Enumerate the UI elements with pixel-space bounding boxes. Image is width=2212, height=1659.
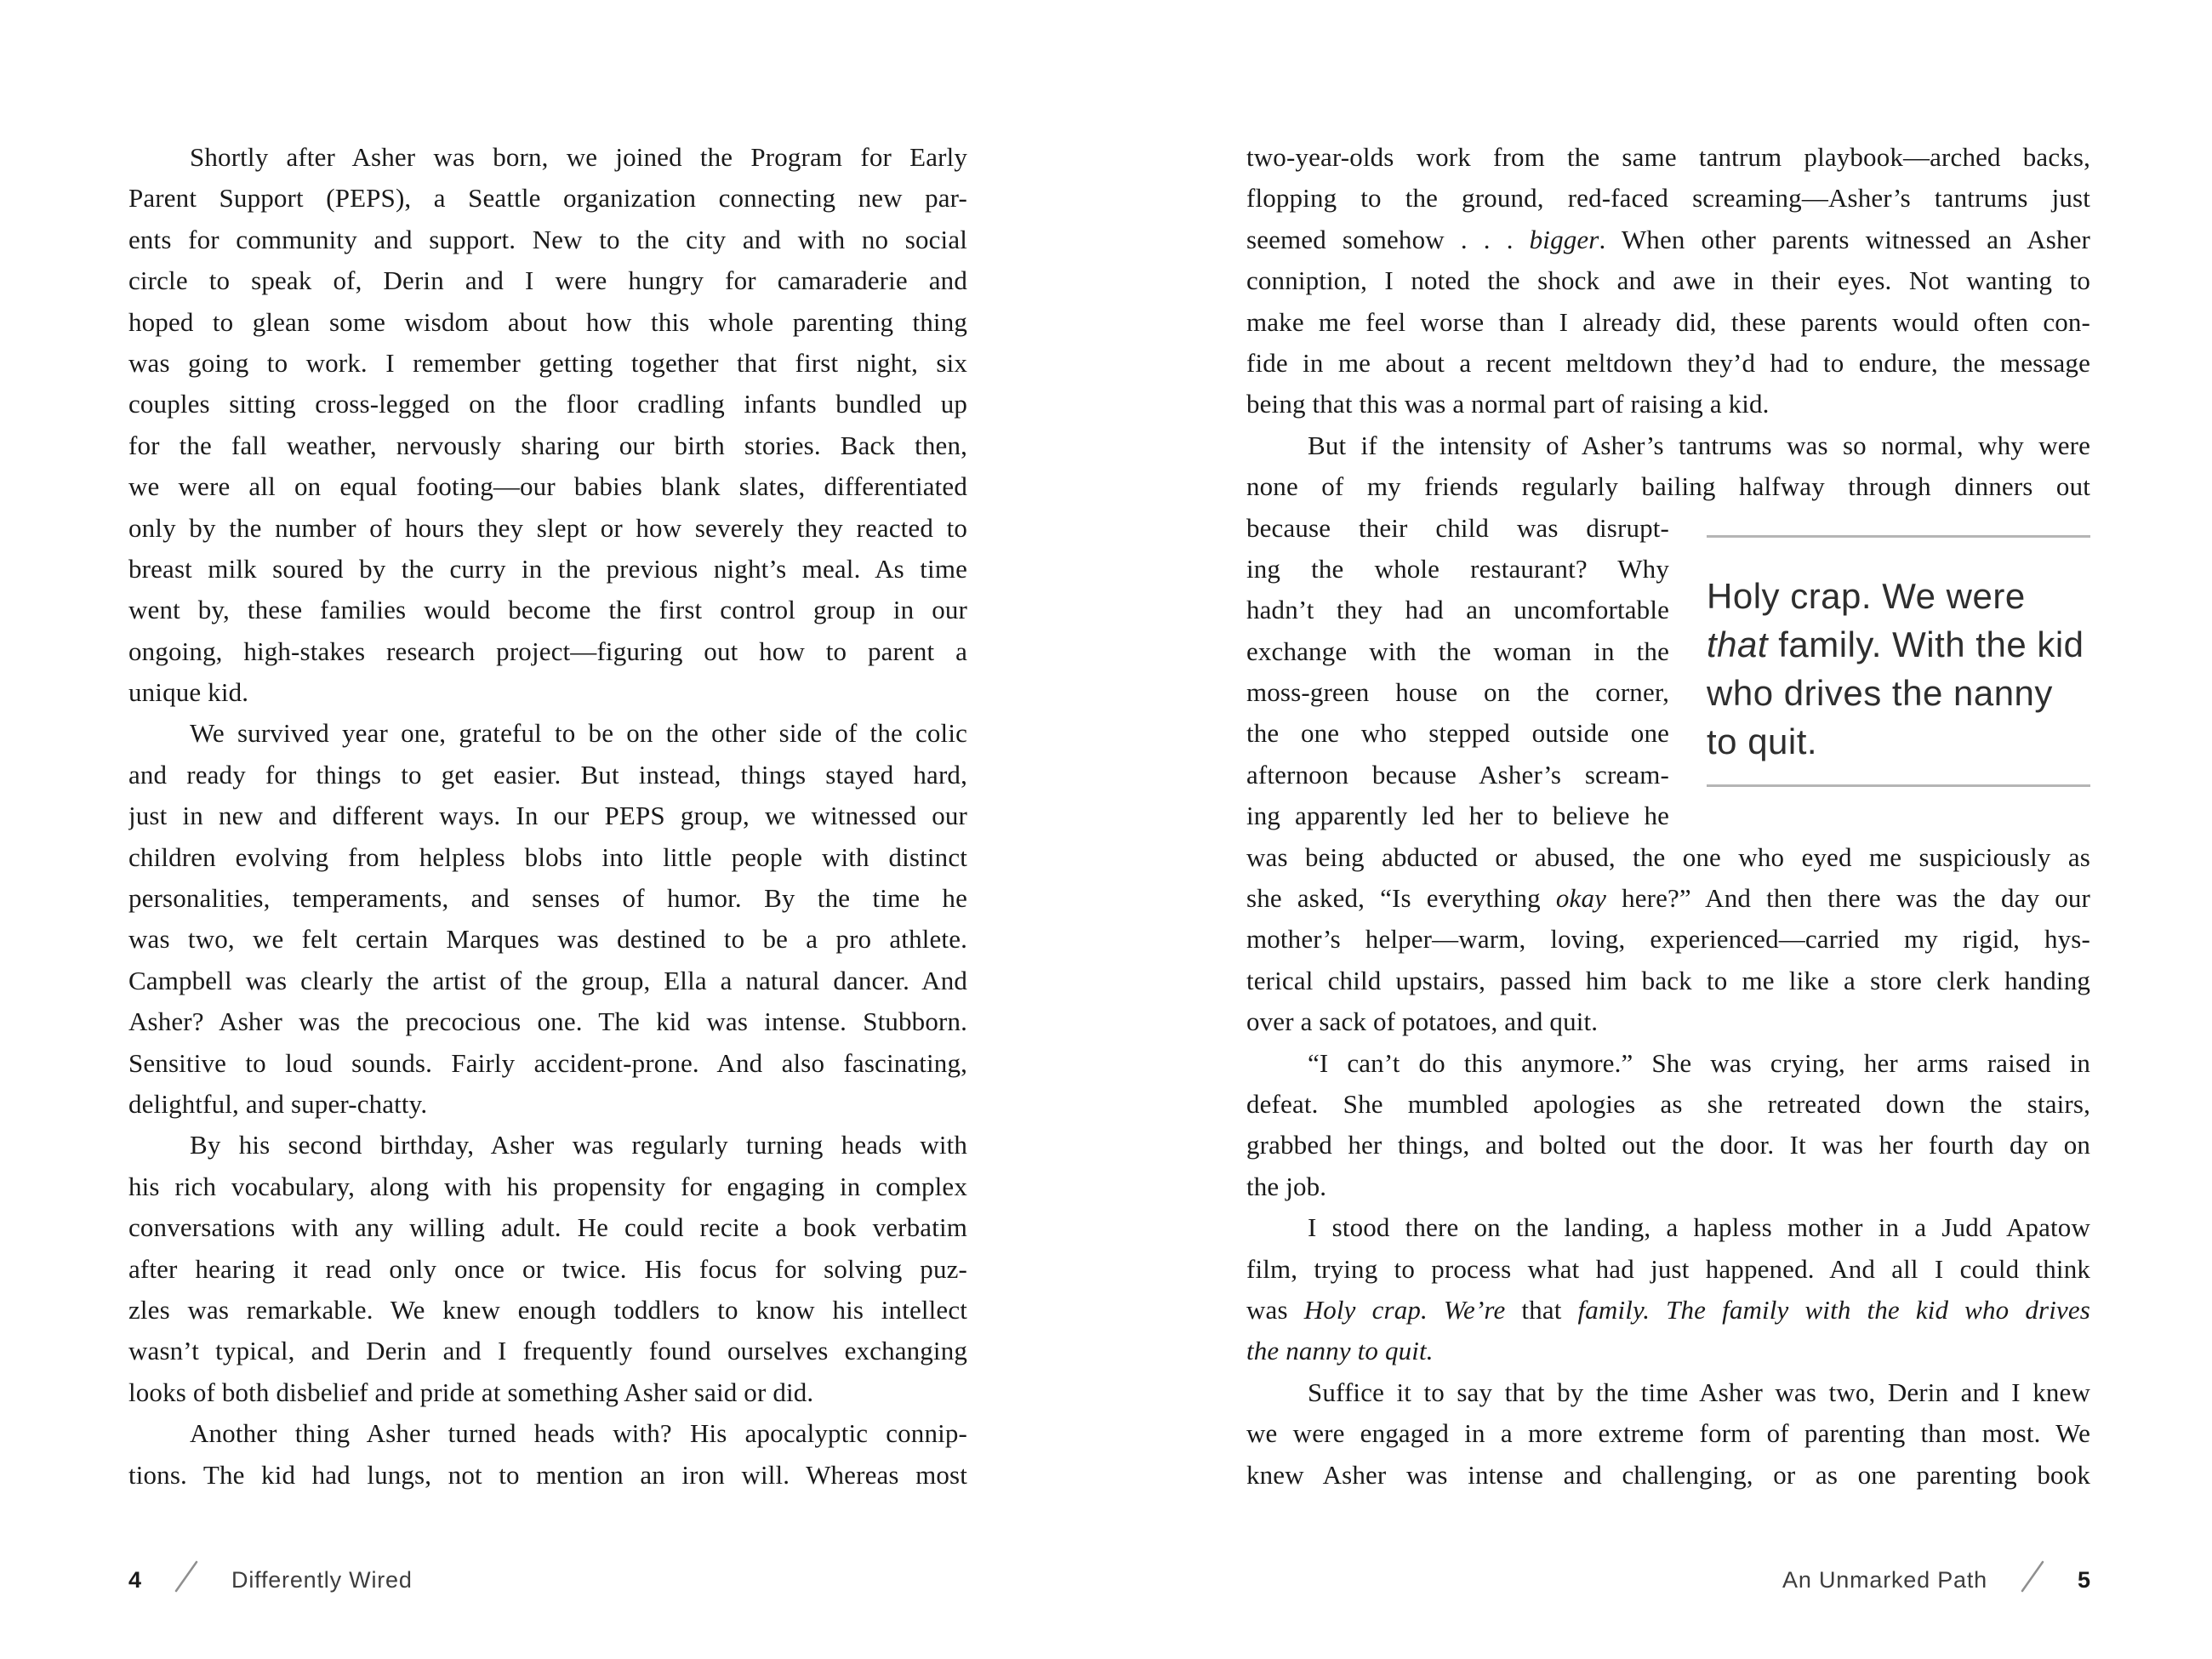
text-line: was Holy crap. We’re that family. The family with the kid who drives bbox=[1246, 1294, 2090, 1325]
page-right bbox=[1106, 0, 2212, 1659]
text-line: unique kid. bbox=[128, 677, 249, 708]
text-line: zles was remarkable. We knew enough toddlers to know his intellect bbox=[128, 1294, 967, 1325]
text-line: Parent Support (PEPS), a Seattle organization connecting new par- bbox=[128, 183, 967, 214]
text-line: afternoon because Asher’s scream- bbox=[1246, 759, 1669, 790]
pull-quote-line: Holy crap. We were bbox=[1707, 575, 2026, 616]
pull-quote-text bbox=[1707, 538, 2090, 784]
text-line: the job. bbox=[1246, 1171, 1327, 1201]
text-line: children evolving from helpless blobs into little people with distinct bbox=[128, 841, 967, 872]
text-line: flopping to the ground, red-faced screaming—Asher’s tantrums just bbox=[1246, 183, 2090, 214]
right-page-text-bottom bbox=[1246, 837, 2090, 1496]
text-line: being that this was a normal part of raising a kid. bbox=[1246, 389, 1770, 419]
slash-separator-icon bbox=[174, 1555, 199, 1593]
right-page-text-top bbox=[1246, 137, 2090, 508]
text-line: terical child upstairs, passed him back to me like a store clerk handing bbox=[1246, 965, 2090, 995]
text-line: seemed somehow . . . bigger. When other parents witnessed an Asher bbox=[1246, 224, 2090, 254]
text-line: circle to speak of, Derin and I were hungry for camaraderie and bbox=[128, 265, 967, 296]
text-line: just in new and different ways. In our PEPS group, we witnessed our bbox=[128, 801, 967, 831]
text-line: and ready for things to get easier. But instead, things stayed hard, bbox=[128, 759, 967, 790]
left-page-text bbox=[128, 137, 967, 1496]
text-line: Sensitive to loud sounds. Fairly accident-prone. And also fascinating, bbox=[128, 1047, 967, 1078]
text-line: his rich vocabulary, along with his propensity for engaging in complex bbox=[128, 1171, 967, 1201]
text-line: she asked, “Is everything okay here?” And then there was the day our bbox=[1246, 883, 2090, 914]
text-line: looks of both disbelief and pride at something Asher said or did. bbox=[128, 1377, 814, 1407]
text-line: the one who stepped outside one bbox=[1246, 718, 1669, 749]
text-line: Another thing Asher turned heads with? His apocalyptic connip- bbox=[190, 1418, 967, 1449]
right-page-text-narrow bbox=[1246, 508, 1669, 837]
text-line: hoped to glean some wisdom about how this whole parenting thing bbox=[128, 306, 967, 337]
text-line: tions. The kid had lungs, not to mention an iron will. Whereas most bbox=[128, 1459, 967, 1490]
text-line: we were engaged in a more extreme form of parenting than most. We bbox=[1246, 1418, 2090, 1449]
text-line: wasn’t typical, and Derin and I frequently found ourselves exchanging bbox=[128, 1336, 967, 1366]
text-line: none of my friends regularly bailing halfway through dinners out bbox=[1246, 471, 2090, 502]
text-line: mother’s helper—warm, loving, experienced—carried my rigid, hys- bbox=[1246, 924, 2090, 955]
text-line: We survived year one, grateful to be on the other side of the colic bbox=[190, 718, 967, 749]
text-line: make me feel worse than I already did, these parents would often con- bbox=[1246, 306, 2090, 337]
text-line: fide in me about a recent meltdown they’d had to endure, the message bbox=[1246, 347, 2090, 378]
text-line: Suffice it to say that by the time Asher was two, Derin and I knew bbox=[1308, 1377, 2090, 1407]
pull-quote bbox=[1707, 535, 2090, 787]
text-line: breast milk soured by the curry in the previous night’s meal. As time bbox=[128, 553, 967, 584]
pull-quote-line: that family. With the kid bbox=[1707, 624, 2084, 664]
text-line: knew Asher was intense and challenging, or as one parenting book bbox=[1246, 1459, 2090, 1490]
text-line: was two, we felt certain Marques was destined to be a pro athlete. bbox=[128, 924, 967, 955]
text-line: exchange with the woman in the bbox=[1246, 636, 1669, 666]
right-page-number: 5 bbox=[2077, 1567, 2090, 1593]
pull-quote-rule-bottom bbox=[1707, 784, 2090, 787]
text-line: couples sitting cross-legged on the floor cradling infants bundled up bbox=[128, 389, 967, 419]
pull-quote-line: who drives the nanny bbox=[1707, 672, 2053, 713]
text-line: ing apparently led her to believe he bbox=[1246, 801, 1669, 831]
book-title: Differently Wired bbox=[231, 1567, 413, 1593]
text-line: delightful, and super-chatty. bbox=[128, 1088, 428, 1119]
text-line: moss-green house on the corner, bbox=[1246, 677, 1669, 708]
pull-quote-line: to quit. bbox=[1707, 721, 1818, 761]
text-line: Asher? Asher was the precocious one. The kid was intense. Stubborn. bbox=[128, 1006, 967, 1037]
text-line: conversations with any willing adult. He could recite a book verbatim bbox=[128, 1212, 967, 1243]
left-page-number: 4 bbox=[128, 1567, 142, 1593]
text-line: personalities, temperaments, and senses of humor. By the time he bbox=[128, 883, 967, 914]
right-footer bbox=[1782, 1555, 2090, 1593]
text-line: defeat. She mumbled apologies as she retreated down the stairs, bbox=[1246, 1088, 2090, 1119]
text-line: ents for community and support. New to the city and with no social bbox=[128, 224, 967, 254]
text-line: because their child was disrupt- bbox=[1246, 512, 1669, 543]
text-line: grabbed her things, and bolted out the door. It was her fourth day on bbox=[1246, 1130, 2090, 1160]
text-line: conniption, I noted the shock and awe in their eyes. Not wanting to bbox=[1246, 265, 2090, 296]
text-line: ing the whole restaurant? Why bbox=[1246, 553, 1669, 584]
text-wrap-row bbox=[1246, 508, 2090, 837]
slash-separator-icon bbox=[2020, 1555, 2045, 1593]
text-line: ongoing, high-stakes research project—figuring out how to parent a bbox=[128, 636, 967, 666]
text-line: for the fall weather, nervously sharing our birth stories. Back then, bbox=[128, 430, 967, 460]
text-line: But if the intensity of Asher’s tantrums was so normal, why were bbox=[1308, 430, 2090, 460]
text-line: By his second birthday, Asher was regularly turning heads with bbox=[190, 1130, 967, 1160]
text-line: the nanny to quit. bbox=[1246, 1336, 1434, 1366]
text-line: hadn’t they had an uncomfortable bbox=[1246, 595, 1669, 625]
text-line: was going to work. I remember getting together that first night, six bbox=[128, 347, 967, 378]
text-line: went by, these families would become the first control group in our bbox=[128, 595, 967, 625]
text-line: over a sack of potatoes, and quit. bbox=[1246, 1006, 1599, 1037]
text-line: was being abducted or abused, the one who eyed me suspiciously as bbox=[1246, 841, 2090, 872]
chapter-title: An Unmarked Path bbox=[1782, 1567, 1987, 1593]
text-line: film, trying to process what had just happened. And all I could think bbox=[1246, 1253, 2090, 1284]
text-line: we were all on equal footing—our babies blank slates, differentiated bbox=[128, 471, 967, 502]
text-line: two-year-olds work from the same tantrum playbook—arched backs, bbox=[1246, 142, 2090, 172]
text-line: Shortly after Asher was born, we joined the Program for Early bbox=[190, 142, 967, 172]
text-line: after hearing it read only once or twice. His focus for solving puz- bbox=[128, 1253, 967, 1284]
text-line: “I can’t do this anymore.” She was crying, her arms raised in bbox=[1308, 1047, 2090, 1078]
text-line: only by the number of hours they slept or how severely they reacted to bbox=[128, 512, 967, 543]
text-line: I stood there on the landing, a hapless mother in a Judd Apatow bbox=[1308, 1212, 2090, 1243]
left-footer bbox=[128, 1555, 413, 1593]
text-line: Campbell was clearly the artist of the group, Ella a natural dancer. And bbox=[128, 965, 967, 995]
